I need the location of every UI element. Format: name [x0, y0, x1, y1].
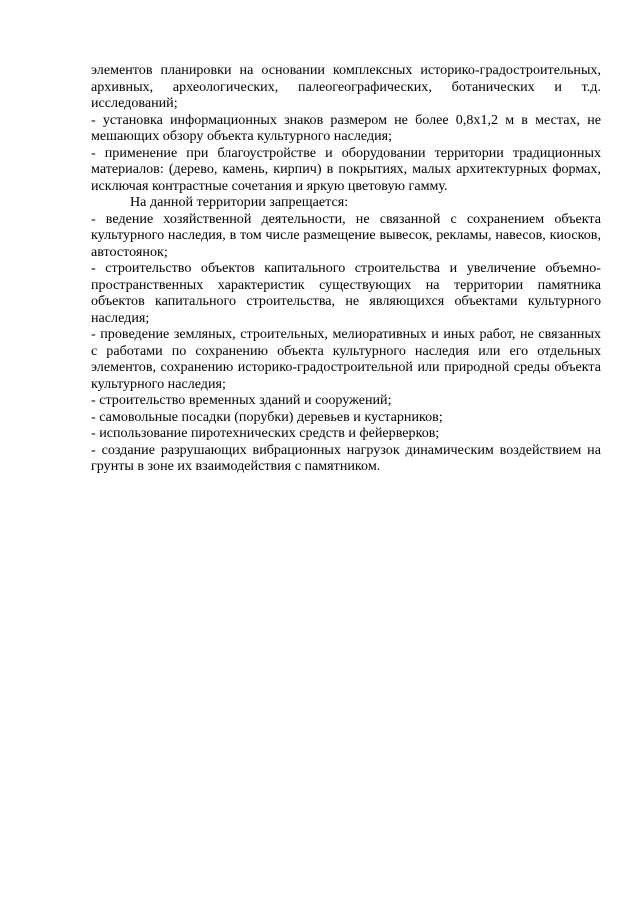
- paragraph-info-signs: - установка информационных знаков размером не более 0,8х1,2 м в местах, не мешающих обзору объекта культурного наследия;: [91, 111, 601, 144]
- paragraph-earthworks: - проведение земляных, строительных, мелиоративных и иных работ, не связанных с работами по сохранению объекта культурного наследия или его отдельных элементов, сохранению историко-градостроительной или природной среды объекта культурного наследия;: [91, 326, 601, 392]
- paragraph-vibration-loads: - создание разрушающих вибрационных нагрузок динамическим воздействием на грунты в зоне их взаимодействия с памятником.: [91, 441, 601, 474]
- paragraph-research-elements: элементов планировки на основании комплексных историко-градостроительных, архивных, археологических, палеогеографических, ботанических и т.д. исследований;: [91, 62, 601, 111]
- paragraph-pyrotechnics: - использование пиротехнических средств и фейерверков;: [91, 425, 440, 441]
- document-page: [91, 62, 601, 475]
- paragraph-prohibitions-heading: На данной территории запрещается:: [130, 194, 349, 210]
- paragraph-capital-construction: - строительство объектов капитального строительства и увеличение объемно-пространственных характеристик существующих на территории памятника объектов капитального строительства, не являющихся объектами культурного наследия;: [91, 260, 601, 326]
- paragraph-temporary-buildings: - строительство временных зданий и сооружений;: [91, 392, 392, 408]
- paragraph-tree-planting: - самовольные посадки (порубки) деревьев и кустарников;: [91, 408, 443, 425]
- paragraph-economic-activity: - ведение хозяйственной деятельности, не связанной с сохранением объекта культурного наследия, в том числе размещение вывесок, рекламы, навесов, киосков, автостоянок;: [91, 210, 601, 260]
- paragraph-traditional-materials: - применение при благоустройстве и оборудовании территории традиционных материалов: (дерево, камень, кирпич) в покрытиях, малых архитектурных формах, исключая контрастные сочетания и яркую цветовую гамму.: [91, 144, 601, 194]
